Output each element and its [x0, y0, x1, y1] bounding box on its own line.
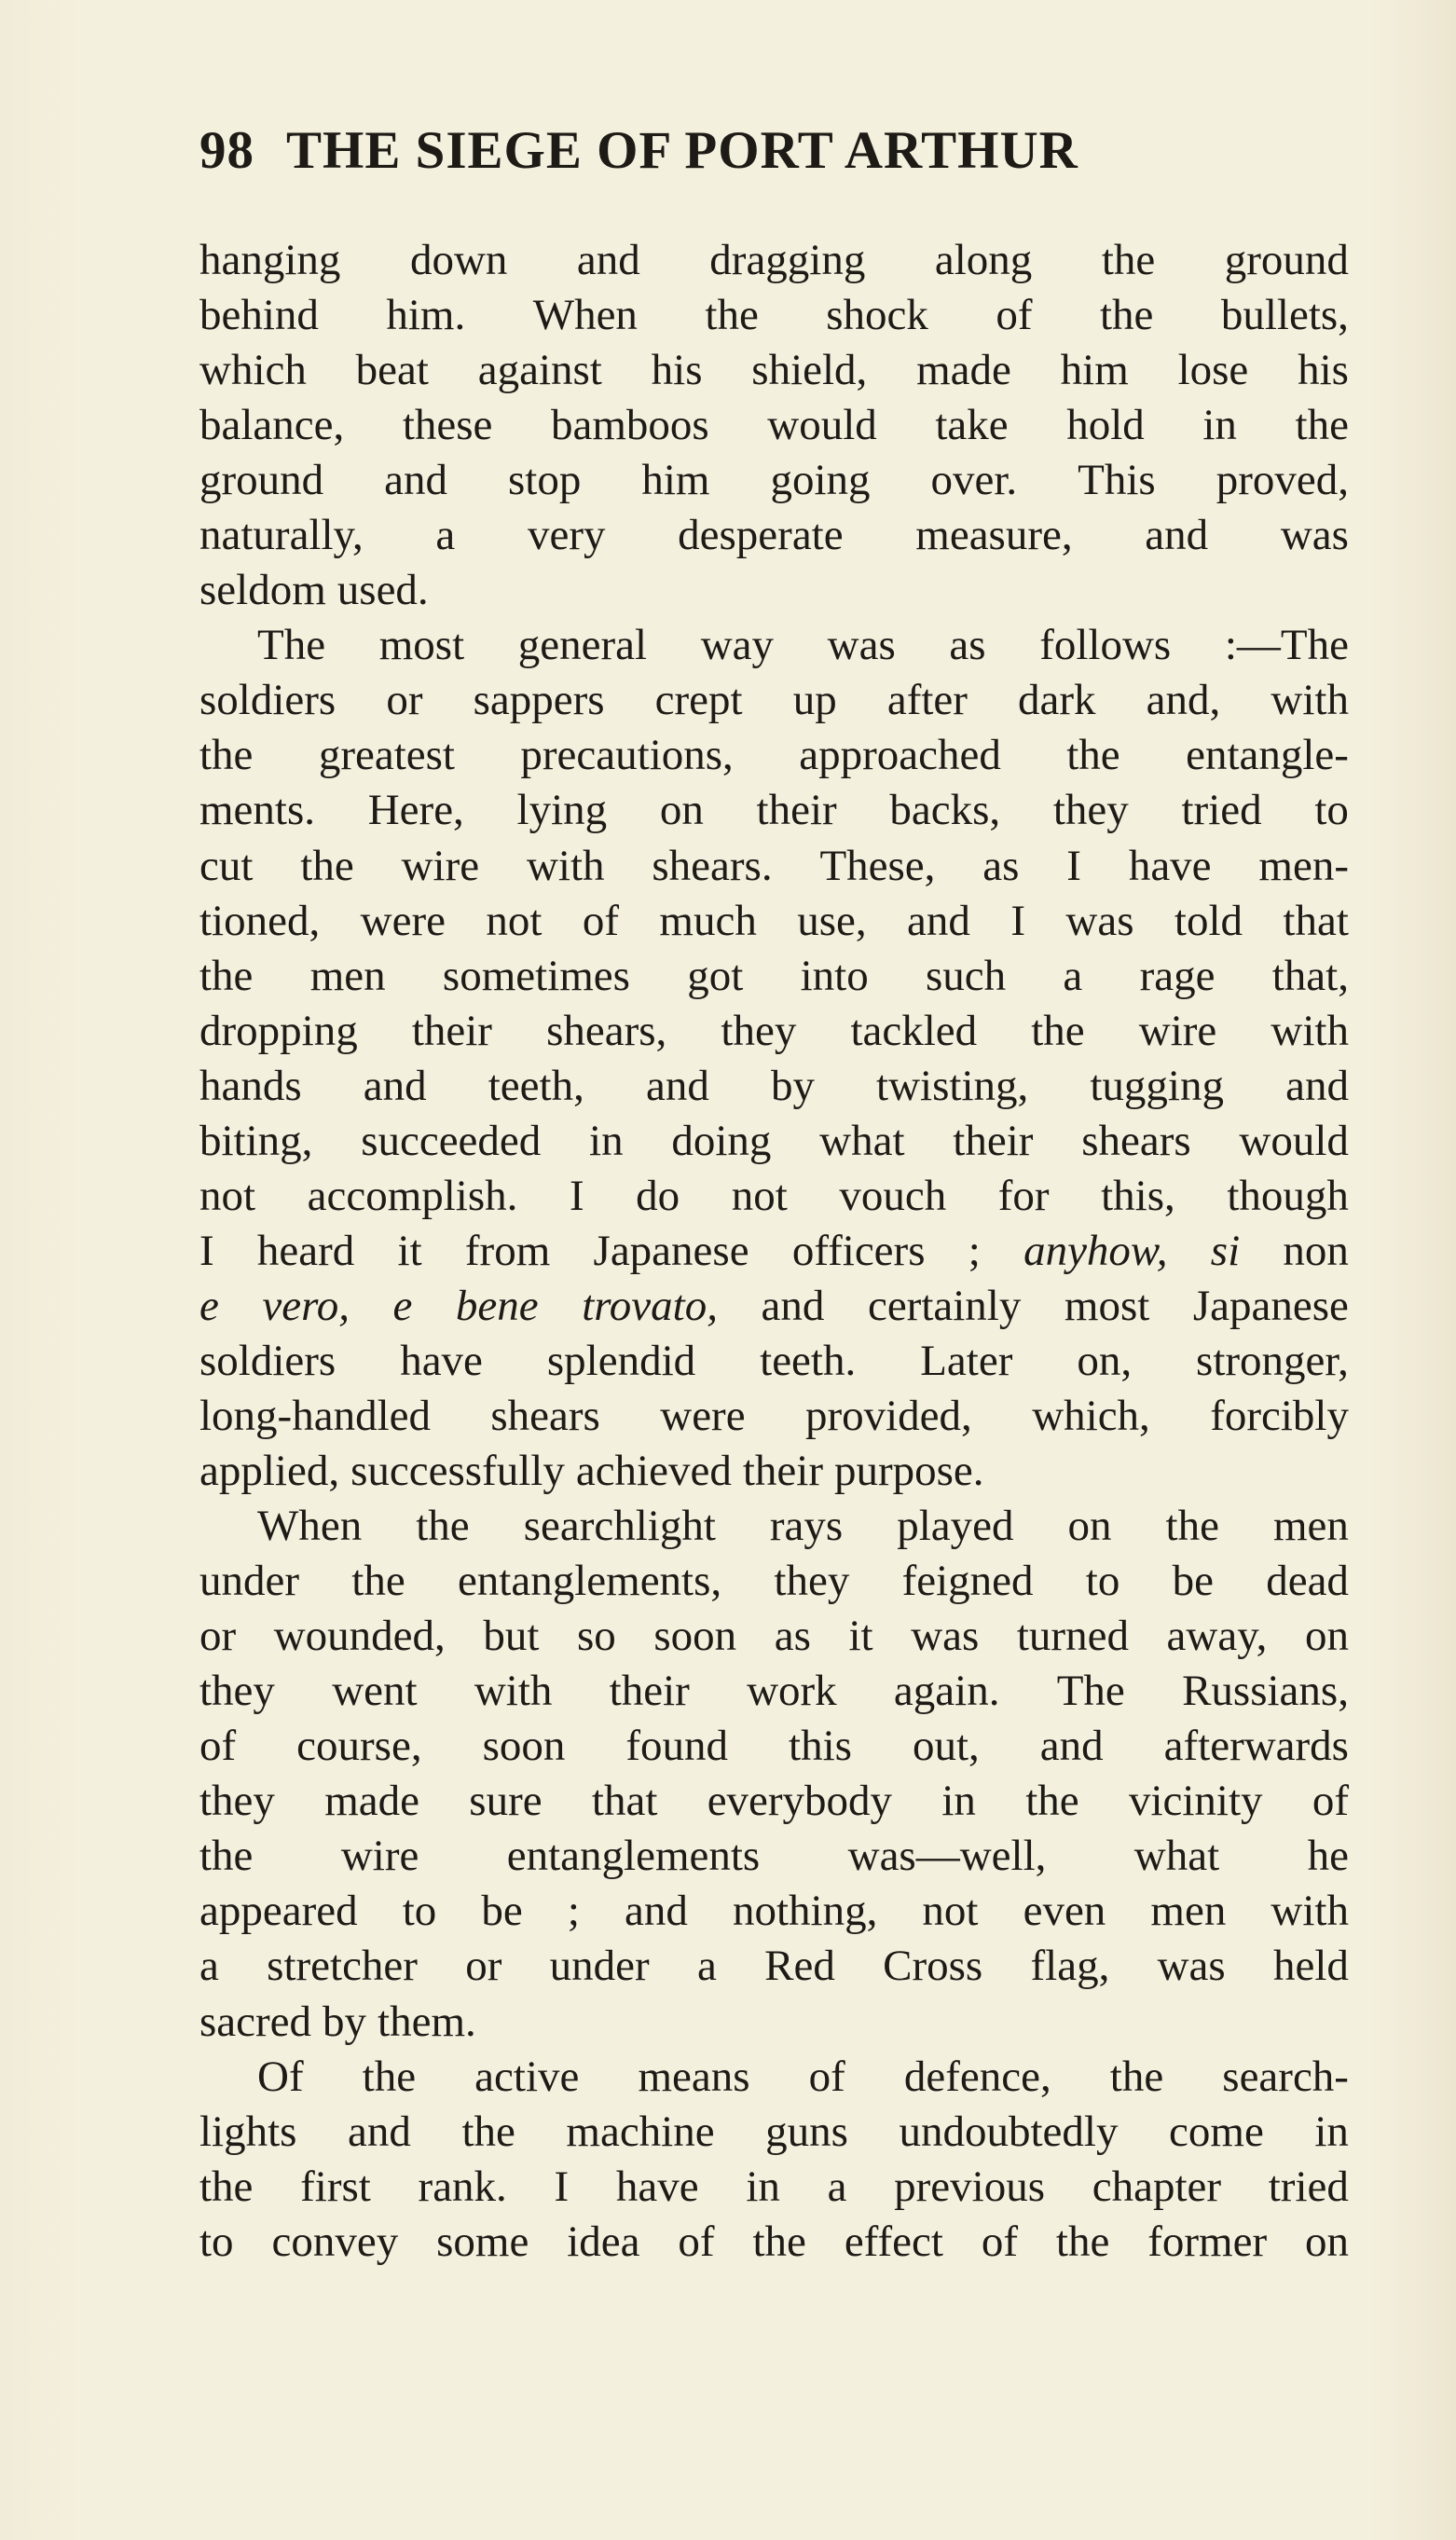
text-line: they went with their work again. The Russians,: [199, 1667, 1349, 1716]
text-line: The most general way was as follows :—The: [257, 621, 1349, 670]
text-line: the men sometimes got into such a rage that,: [199, 951, 1349, 1000]
text-line: ground and stop him going over. This proved,: [199, 456, 1349, 505]
text-line: of course, soon found this out, and afterwards: [199, 1722, 1349, 1771]
text-line: ments. Here, lying on their backs, they tried to: [199, 786, 1349, 835]
text-line: hands and teeth, and by twisting, tugging and: [199, 1061, 1349, 1110]
text-line: cut the wire with shears. These, as I have men-: [199, 841, 1349, 890]
text-line: hanging down and dragging along the ground: [199, 236, 1349, 284]
text-line: long-handled shears were provided, which, forcibly: [199, 1391, 1349, 1440]
text-line: which beat against his shield, made him lose his: [199, 346, 1349, 395]
text-line: behind him. When the shock of the bullets,: [199, 291, 1349, 340]
text-line: the greatest precautions, approached the entangle-: [199, 731, 1349, 780]
text-line: dropping their shears, they tackled the wire with: [199, 1006, 1349, 1055]
text-line: biting, succeeded in doing what their shears would: [199, 1116, 1349, 1165]
text-line: I heard it from Japanese officers ; anyhow, si non: [199, 1226, 1349, 1275]
text-line: balance, these bamboos would take hold in the: [199, 401, 1349, 450]
text-line: soldiers have splendid teeth. Later on, stronger,: [199, 1336, 1349, 1385]
text-line: sacred by them.: [199, 1997, 476, 2046]
text-line: soldiers or sappers crept up after dark and, with: [199, 676, 1349, 725]
text-line: they made sure that everybody in the vicinity of: [199, 1777, 1349, 1826]
page-number: 98: [199, 121, 254, 180]
running-header: [199, 114, 1304, 188]
text-line: appeared to be ; and nothing, not even men with: [199, 1887, 1349, 1936]
text-line: When the searchlight rays played on the men: [257, 1502, 1349, 1551]
text-line: a stretcher or under a Red Cross flag, was held: [199, 1942, 1349, 1991]
text-line: the first rank. I have in a previous chapter tried: [199, 2162, 1349, 2211]
text-line: lights and the machine guns undoubtedly come in: [199, 2107, 1349, 2156]
text-line: e vero, e bene trovato, and certainly most Japanese: [199, 1281, 1349, 1330]
text-line: the wire entanglements was—well, what he: [199, 1832, 1349, 1881]
text-line: applied, successfully achieved their purpose.: [199, 1447, 984, 1496]
text-line: to convey some idea of the effect of the former on: [199, 2217, 1349, 2266]
body-text: [199, 233, 1349, 2270]
text-line: seldom used.: [199, 566, 429, 615]
text-line: or wounded, but so soon as it was turned away, on: [199, 1612, 1349, 1661]
text-line: not accomplish. I do not vouch for this, though: [199, 1171, 1349, 1220]
text-line: naturally, a very desperate measure, and was: [199, 511, 1349, 560]
running-title: THE SIEGE OF PORT ARTHUR: [286, 121, 1078, 180]
text-line: tioned, were not of much use, and I was told that: [199, 896, 1349, 945]
text-line: Of the active means of defence, the search-: [257, 2052, 1349, 2101]
text-line: under the entanglements, they feigned to be dead: [199, 1557, 1349, 1606]
